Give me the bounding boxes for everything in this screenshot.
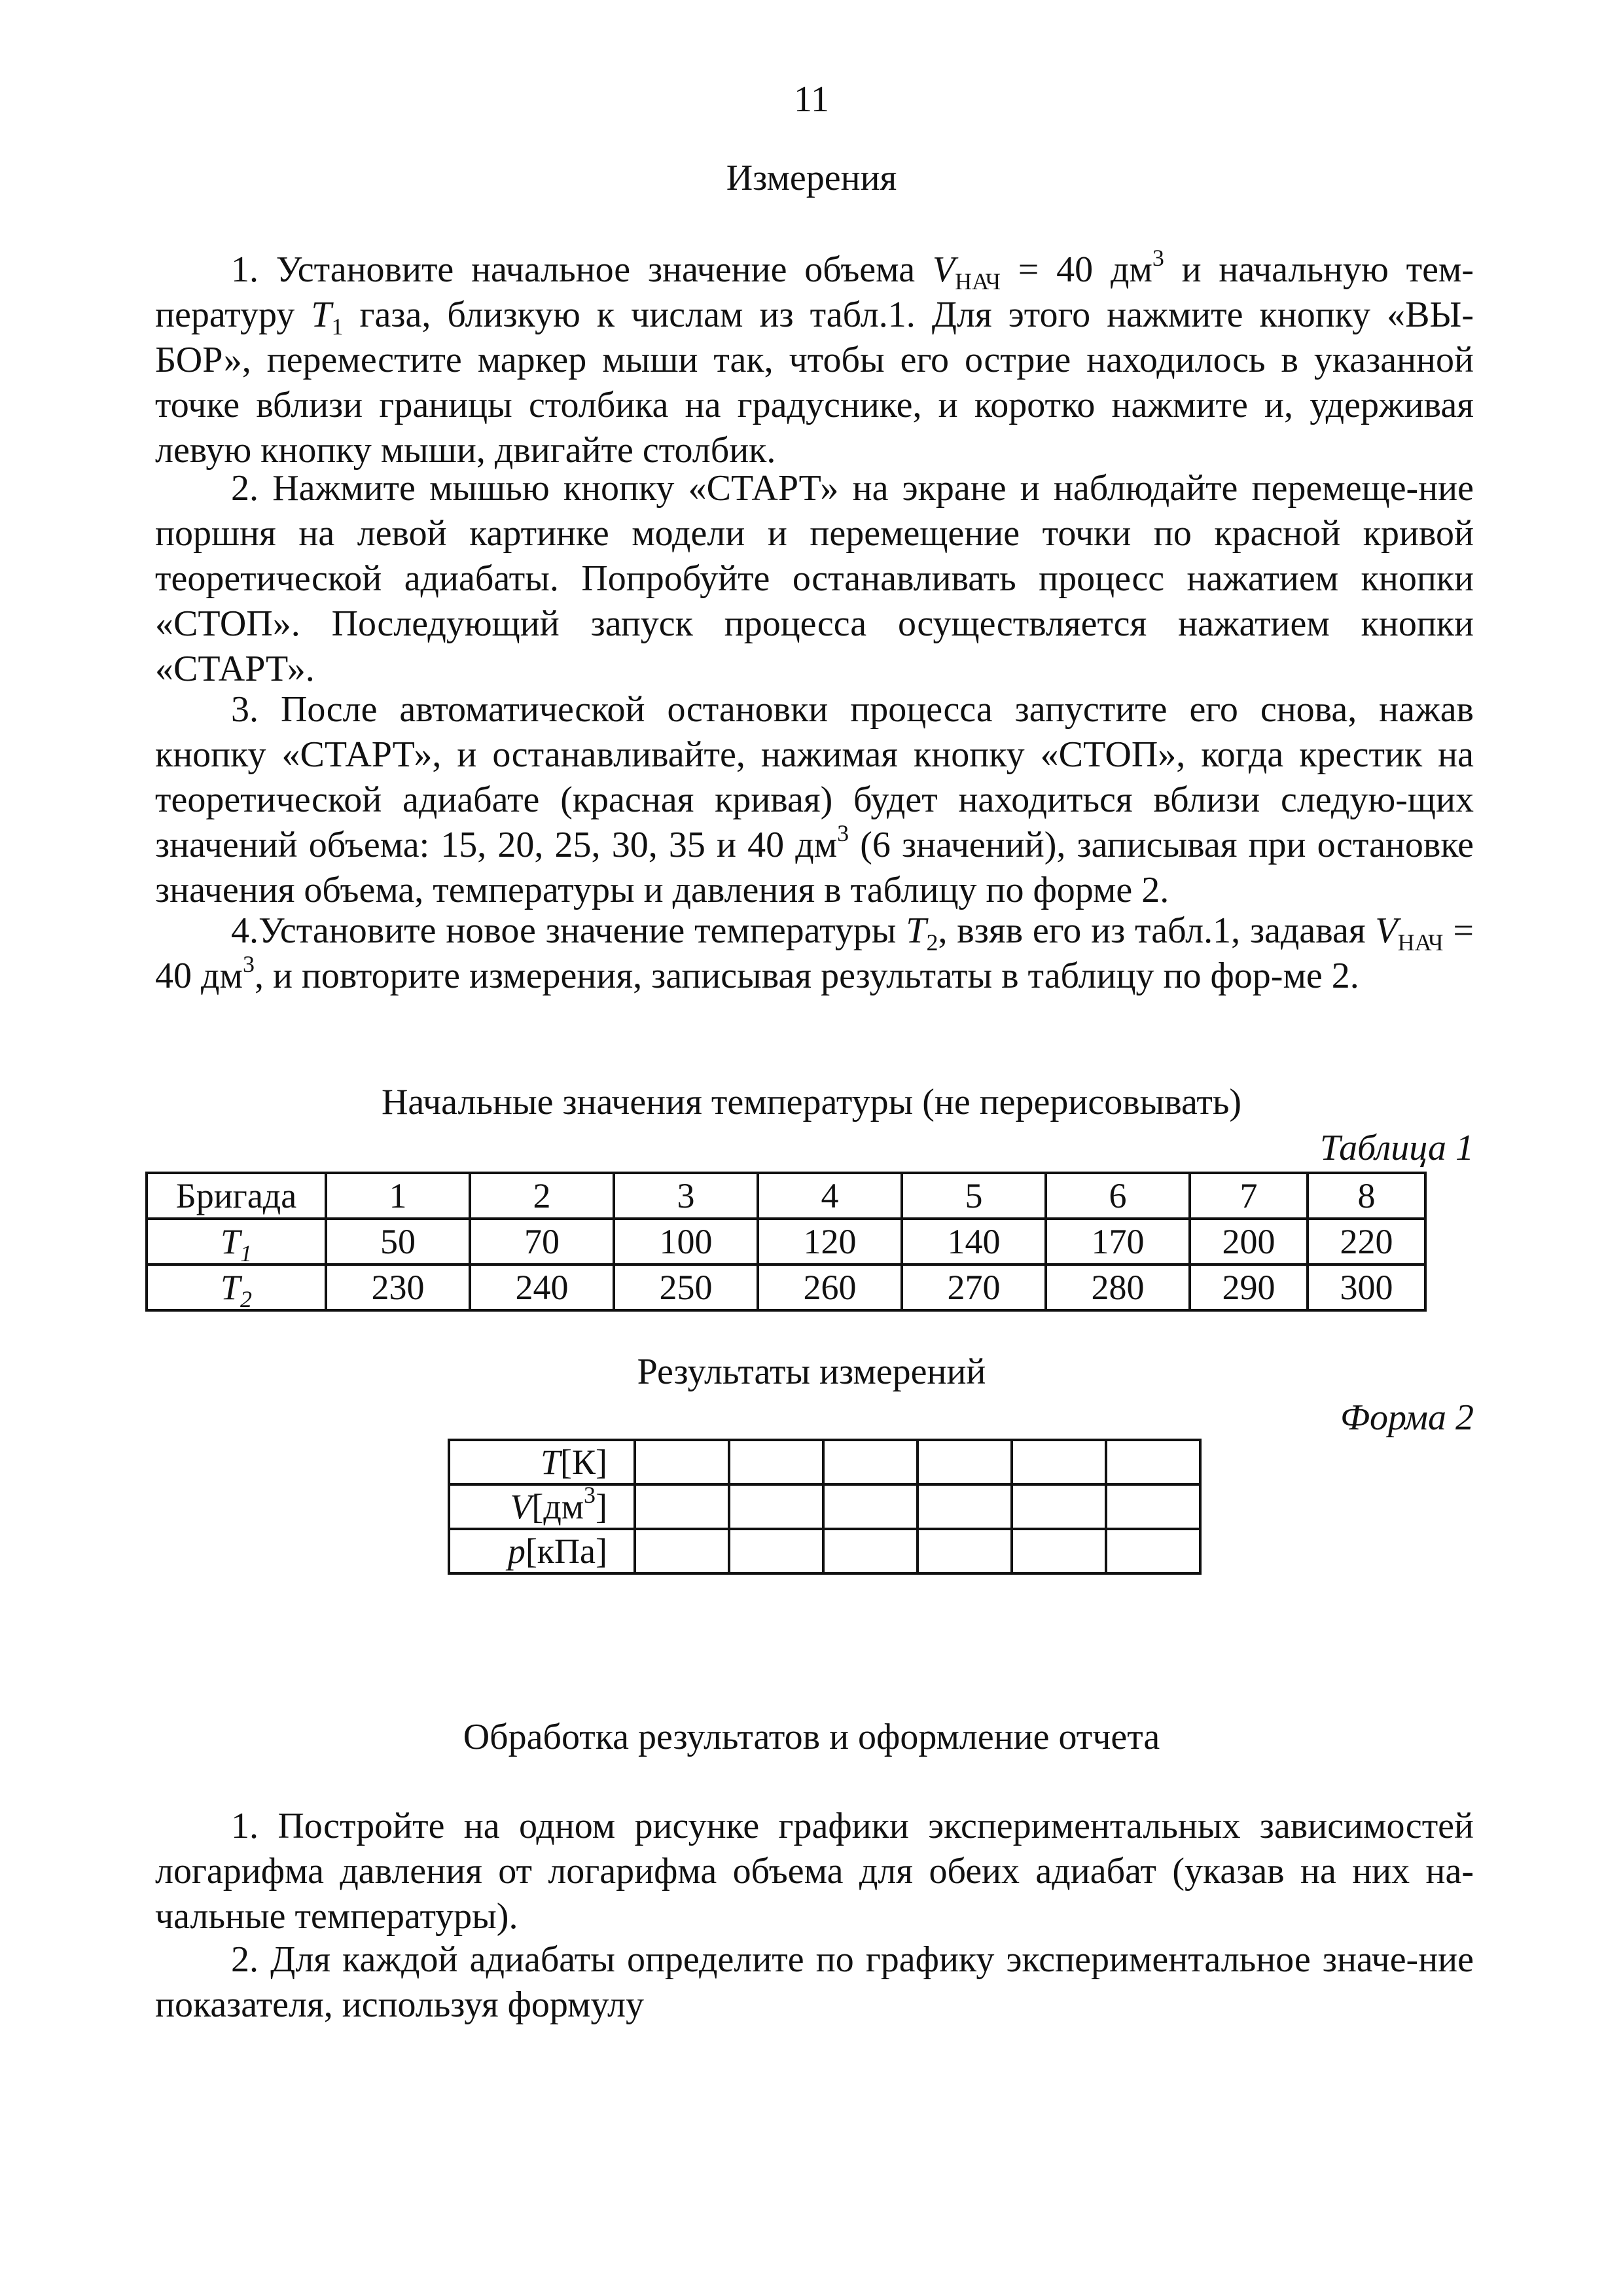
table1-header-cell: 8 [1308, 1173, 1425, 1219]
form2-empty-cell[interactable] [1106, 1440, 1200, 1484]
instruction-4-lead: 4.Установите новое значение температуры [231, 910, 906, 951]
instruction-4-eq: = 40 дм [155, 910, 1474, 996]
instruction-4-mid: , взяв его из табл.1, задавая [938, 910, 1376, 951]
instruction-3-text-a: 3. После автоматической остановки процесса запустите его снова, нажав кнопку «СТАРТ», и останавливайте, нажимая кнопку «СТОП», когда крестик на теоретической адиабате (красная кривая) будет находиться вблизи следую-щих значений объема: 15, 20, 25, 30, 35 и 40 дм [155, 689, 1474, 865]
form2-empty-cell[interactable] [729, 1484, 823, 1529]
table1-label: Таблица 1 [1320, 1128, 1474, 1168]
instruction-4-rest: , и повторите измерения, записывая результаты в таблицу по фор-ме 2. [254, 956, 1359, 996]
form2-empty-cell[interactable] [1106, 1484, 1200, 1529]
var-t: T [220, 1268, 241, 1307]
table1-header-row [147, 1173, 1425, 1219]
table1-cell: 140 [902, 1219, 1046, 1265]
form2-row-p [449, 1529, 1200, 1573]
table1-row-t1 [147, 1219, 1425, 1265]
form2-empty-cell[interactable] [729, 1440, 823, 1484]
form2-empty-cell[interactable] [918, 1440, 1012, 1484]
table1-cell: 220 [1308, 1219, 1425, 1265]
table1-cell: 250 [614, 1265, 758, 1310]
instruction-2 [155, 466, 1474, 692]
form2-empty-cell[interactable] [1012, 1484, 1106, 1529]
form2-empty-cell[interactable] [823, 1440, 918, 1484]
form2-empty-cell[interactable] [1012, 1440, 1106, 1484]
form2-row-label [449, 1529, 635, 1573]
form2-empty-cell[interactable] [823, 1484, 918, 1529]
var-t-subscript: 1 [331, 314, 344, 340]
form2-empty-cell[interactable] [823, 1529, 918, 1573]
table1-header-cell: 3 [614, 1173, 758, 1219]
table1-cell: 260 [758, 1265, 902, 1310]
var-v-subscript: НАЧ [955, 268, 1001, 295]
form2-empty-cell[interactable] [635, 1440, 729, 1484]
form2-caption: Результаты измерений [637, 1352, 986, 1392]
processing-item-2-text: 2. Для каждой адиабаты определите по графику экспериментальное значе-ние показателя, используя формулу [155, 1939, 1474, 2025]
table1-cell: 50 [326, 1219, 470, 1265]
var-v: V [1375, 910, 1398, 951]
var-v: V [510, 1487, 532, 1526]
var-v-subscript: НАЧ [1397, 929, 1444, 956]
table1-cell: 280 [1046, 1265, 1190, 1310]
table1-cell: 290 [1190, 1265, 1308, 1310]
table1-cell: 270 [902, 1265, 1046, 1310]
var-t: T [220, 1222, 241, 1261]
form2-empty-cell[interactable] [729, 1529, 823, 1573]
table1-cell: 170 [1046, 1219, 1190, 1265]
form2-empty-cell[interactable] [635, 1484, 729, 1529]
table1-header-cell: 4 [758, 1173, 902, 1219]
page-number: 11 [794, 79, 829, 120]
table1-header-cell: 6 [1046, 1173, 1190, 1219]
table1-header-cell: 7 [1190, 1173, 1308, 1219]
instruction-2-text: 2. Нажмите мышью кнопку «СТАРТ» на экране и наблюдайте перемеще-ние поршня на левой картинке модели и перемещение точки по красной кривой теоретической адиабаты. Попробуйте останавливать процесс нажатием кнопки «СТОП». Последующий запуск процесса осуществляется нажатием кнопки «СТАРТ». [155, 468, 1474, 689]
var-t-subscript: 1 [240, 1240, 253, 1266]
unit-kelvin: [К] [560, 1443, 607, 1482]
instruction-1-rest: газа, близкую к числам из табл.1. Для этого нажмите кнопку «ВЫ-БОР», переместите маркер мыши так, чтобы его острие находилось в указанной точке вблизи границы столбика на градуснике, и коротко нажмите и, удерживая левую кнопку мыши, двигайте столбик. [155, 295, 1474, 471]
table1-cell: 240 [470, 1265, 614, 1310]
var-t: T [311, 295, 332, 335]
instruction-3-text-b: (6 значений), записывая при остановке значения объема, температуры и давления в таблицу по форме 2. [155, 825, 1474, 910]
form2-empty-cell[interactable] [918, 1484, 1012, 1529]
table1-header-cell: 5 [902, 1173, 1046, 1219]
var-v: V [932, 249, 955, 290]
section-title-measurements: Измерения [726, 158, 897, 198]
table1-cell: 70 [470, 1219, 614, 1265]
var-p: p [507, 1532, 526, 1571]
table1-cell: 120 [758, 1219, 902, 1265]
processing-item-1 [155, 1804, 1474, 1939]
superscript-3: 3 [584, 1482, 596, 1508]
form2-empty-cell[interactable] [918, 1529, 1012, 1573]
form2-table [448, 1439, 1202, 1575]
var-t-subscript: 2 [926, 929, 938, 956]
table1-cell: 300 [1308, 1265, 1425, 1310]
superscript-3: 3 [1152, 245, 1164, 271]
table1-row-t2 [147, 1265, 1425, 1310]
processing-item-2 [155, 1937, 1474, 2028]
processing-item-1-text: 1. Постройте на одном рисунке графики экспериментальных зависимостей логарифма давления от логарифма объема для обеих адиабат (указав на них на-чальные температуры). [155, 1806, 1474, 1937]
table1-row-label [147, 1219, 326, 1265]
form2-row-v [449, 1484, 1200, 1529]
form2-row-label [449, 1440, 635, 1484]
table1-cell: 200 [1190, 1219, 1308, 1265]
instruction-3 [155, 687, 1474, 913]
table1-row-label [147, 1265, 326, 1310]
instruction-1-eq: = 40 дм [1001, 249, 1152, 290]
superscript-3: 3 [242, 951, 255, 977]
table1-cell: 230 [326, 1265, 470, 1310]
instruction-1-lead: 1. Установите начальное значение объема [231, 249, 933, 290]
superscript-3: 3 [837, 820, 849, 846]
table1-header-cell: 1 [326, 1173, 470, 1219]
instruction-4 [155, 908, 1474, 999]
section-title-processing: Обработка результатов и оформление отчета [463, 1717, 1160, 1757]
instruction-1 [155, 247, 1474, 473]
unit-bracket: ] [596, 1487, 607, 1526]
unit-kpa: [кПа] [525, 1532, 607, 1571]
table1-cell: 100 [614, 1219, 758, 1265]
var-t-subscript: 2 [240, 1286, 253, 1312]
form2-row-t [449, 1440, 1200, 1484]
instruction-1-after-eq: и начальную тем-пературу [155, 249, 1474, 335]
table1-header-cell: Бригада [147, 1173, 326, 1219]
form2-empty-cell[interactable] [1012, 1529, 1106, 1573]
form2-row-label [449, 1484, 635, 1529]
var-t: T [540, 1443, 561, 1482]
table1-caption: Начальные значения температуры (не перерисовывать) [381, 1082, 1242, 1122]
unit-dm: [дм [531, 1487, 584, 1526]
form2-empty-cell[interactable] [635, 1529, 729, 1573]
var-t: T [906, 910, 927, 951]
form2-label: Форма 2 [1340, 1397, 1474, 1438]
table1 [145, 1172, 1427, 1312]
table1-header-cell: 2 [470, 1173, 614, 1219]
form2-empty-cell[interactable] [1106, 1529, 1200, 1573]
